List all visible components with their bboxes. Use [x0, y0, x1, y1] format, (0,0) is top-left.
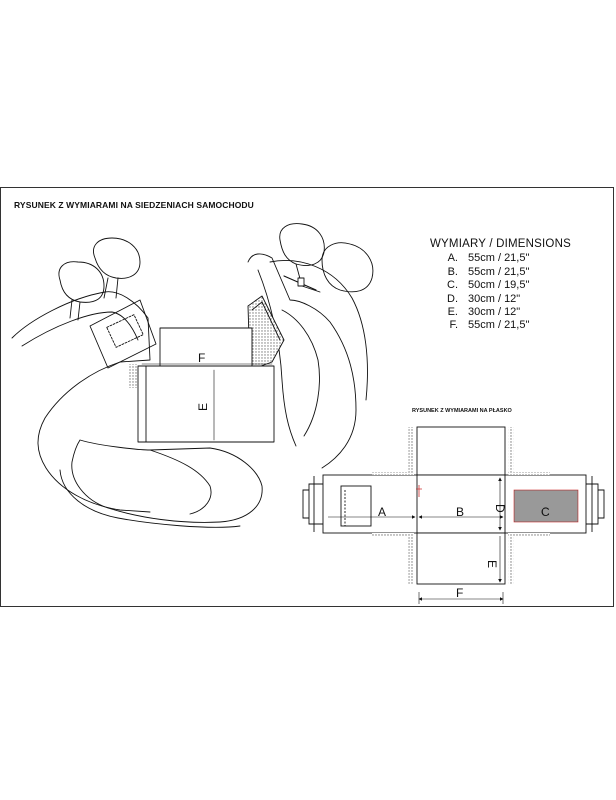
dimension-key: A. — [447, 252, 458, 265]
flat-bottom-flap — [417, 533, 505, 584]
seat-cover-back-panel — [160, 328, 252, 368]
dimension-key: C. — [447, 279, 458, 292]
dimension-key: E. — [447, 306, 458, 319]
right-seat-back-inner — [282, 310, 319, 436]
left-buckle-icon — [303, 484, 323, 524]
right-side-flap — [248, 296, 284, 370]
flat-label-c: C — [541, 505, 550, 519]
dimension-value: 55cm / 21,5" — [468, 252, 530, 265]
flat-label-d: D — [493, 504, 507, 513]
flat-drawing-title: RYSUNEK Z WYMIARAMI NA PŁASKO — [412, 408, 512, 414]
dimension-value: 30cm / 12" — [468, 306, 521, 319]
right-door-edge — [270, 261, 367, 401]
flat-label-a: A — [378, 505, 387, 519]
flat-pocket — [341, 486, 371, 526]
left-side-strip — [128, 364, 138, 388]
dimension-key: B. — [447, 265, 458, 278]
seat-label-f: F — [198, 351, 206, 365]
headrest-left-1 — [59, 262, 104, 303]
left-seat-cushion — [72, 440, 262, 522]
dimension-value: 55cm / 21,5" — [468, 265, 530, 278]
headrest-right-1 — [280, 224, 325, 266]
dimension-key: F. — [449, 319, 458, 332]
dimension-value: 50cm / 19,5" — [468, 279, 530, 292]
dimension-value: 55cm / 21,5" — [468, 319, 530, 332]
flat-label-f: F — [456, 586, 464, 600]
seat-label-e: E — [196, 402, 210, 411]
dimension-key: D. — [447, 292, 458, 305]
headrest-right-2 — [322, 243, 373, 292]
dimension-value: 30cm / 12" — [468, 292, 521, 305]
dimensions-heading: WYMIARY / DIMENSIONS — [430, 238, 571, 250]
flat-label-e: E — [485, 560, 499, 569]
car-seat-illustration — [12, 224, 373, 528]
right-buckle-icon — [586, 484, 604, 524]
left-pocket-flap — [90, 300, 156, 368]
main-drawing-title: RYSUNEK Z WYMIARAMI NA SIEDZENIACH SAMOCHODU — [14, 200, 254, 210]
flat-layout-drawing — [303, 427, 604, 604]
flat-top-flap — [417, 427, 505, 475]
flat-label-b: B — [456, 505, 465, 519]
